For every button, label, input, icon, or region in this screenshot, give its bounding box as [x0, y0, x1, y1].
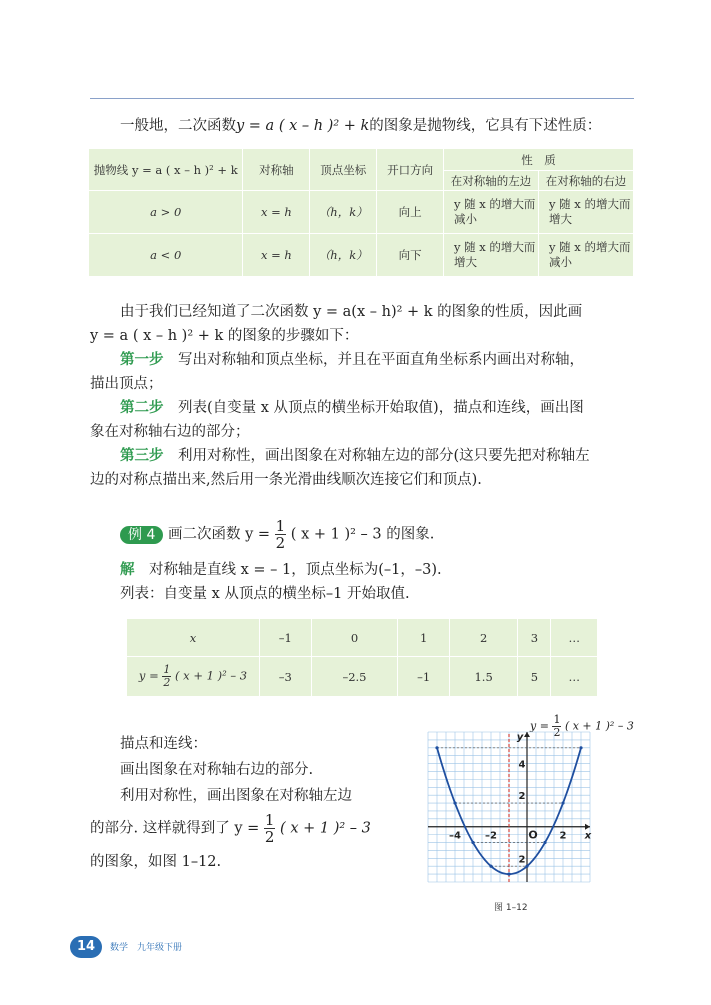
header-nature: 性 质	[443, 149, 633, 171]
header-opening: 开口方向	[377, 149, 444, 191]
value-table	[126, 618, 598, 697]
solution-label: 解	[120, 561, 135, 578]
x-tick-label: 2	[559, 830, 567, 842]
steps-intro-line2: y = a ( x – h )² + k 的图象的步骤如下：	[90, 328, 359, 344]
step-3-line2: 边的对称点描出来,然后用一条光滑曲线顺次连接它们和顶点).	[90, 472, 482, 488]
steps-intro-line1: 由于我们已经知道了二次函数 y = a(x – h)² + k 的图象的性质，因此画	[120, 304, 583, 320]
intro-line	[120, 114, 601, 138]
y-label: y = $\frac{1}{2}$ ( x + 1 )² – 3	[127, 657, 260, 697]
book-title: 数学 九年级下册	[110, 943, 183, 953]
example-4-line	[120, 518, 434, 551]
x-axis-arrow	[585, 824, 590, 830]
conclusion-line3: 利用对称性，画出图象在对称轴左边	[120, 788, 352, 804]
curve-label: y = $\frac{1}{2}$ ( x + 1 )² – 3	[530, 713, 634, 739]
example-fraction: $\frac{1}{2}$	[275, 517, 286, 552]
data-point	[561, 801, 564, 804]
intro-suffix: 的图象是抛物线，它具有下述性质：	[369, 118, 602, 134]
page-number: 14	[70, 936, 102, 958]
origin-label: O	[528, 828, 538, 842]
x-tick-label: –4	[449, 830, 461, 842]
header-right-side: 在对称轴的右边	[539, 171, 634, 191]
table-row: y = $\frac{1}{2}$ ( x + 1 )² – 3 –3 –2.5 –1 1.5 5 …	[127, 657, 598, 697]
chart-labels	[449, 732, 592, 865]
example-badge: 例 4	[120, 526, 163, 544]
list-line: 列表：自变量 x 从顶点的横坐标–1 开始取值.	[120, 586, 410, 602]
solution-text: 对称轴是直线 x = – 1，顶点坐标为(–1，–3).	[149, 562, 442, 578]
chart-marks	[435, 732, 582, 882]
table-row: x –1 0 1 2 3 …	[127, 619, 598, 657]
y-tick-label: 4	[518, 759, 526, 771]
x-label: x	[127, 619, 260, 657]
solution-line	[120, 558, 442, 582]
conclusion-line2: 画出图象在对称轴右边的部分.	[120, 762, 314, 778]
y-tick-label: 2	[518, 791, 526, 803]
step-3-label: 第三步	[120, 447, 164, 464]
header-left-side: 在对称轴的左边	[443, 171, 538, 191]
data-point	[489, 865, 492, 868]
y-tick-label: 2	[518, 854, 526, 866]
x-tick-label: –2	[485, 830, 497, 842]
step-2: 第二步 列表(自变量 x 从顶点的横坐标开始取值)，描点和连线，画出图	[120, 399, 584, 416]
table-row: a > 0 x = h （h，k） 向上 y 随 x 的增大而减小 y 随 x 的增大而增大	[89, 191, 634, 234]
step-1: 第一步 写出对称轴和顶点坐标，并且在平面直角坐标系内画出对称轴，	[120, 351, 584, 368]
intro-prefix: 一般地，二次函数	[120, 118, 236, 134]
top-rule	[90, 98, 634, 99]
step-1-line2: 描出顶点；	[90, 376, 163, 392]
step-3: 第三步 利用对称性，画出图象在对称轴左边的部分(这只要先把对称轴左	[120, 447, 590, 464]
step-1-label: 第一步	[120, 351, 164, 368]
intro-formula: y = a ( x – h )² + k	[236, 118, 370, 134]
header-parabola: 抛物线 y = a ( x – h )² + k	[89, 149, 243, 191]
example-text-before: 画二次函数 y =	[167, 526, 271, 543]
table-row: a < 0 x = h （h，k） 向下 y 随 x 的增大而增大 y 随 x 的增大而减小	[89, 234, 634, 277]
data-point	[525, 865, 528, 868]
step-2-label: 第二步	[120, 399, 164, 416]
properties-table	[88, 148, 634, 277]
data-point	[579, 746, 582, 749]
y-axis-label: y	[516, 732, 524, 743]
figure-caption: 图 1–12	[494, 903, 528, 913]
conclusion-line5: 的图象，如图 1–12.	[90, 854, 222, 870]
parabola-chart	[420, 726, 600, 890]
header-vertex: 顶点坐标	[310, 149, 377, 191]
example-text-after: ( x + 1 )² – 3 的图象.	[290, 526, 435, 543]
data-point	[453, 801, 456, 804]
y-axis-arrow	[524, 732, 530, 737]
data-point	[471, 841, 474, 844]
step-2-line2: 象在对称轴右边的部分；	[90, 424, 250, 440]
header-axis: 对称轴	[243, 149, 310, 191]
data-point	[435, 746, 438, 749]
conclusion-line4: 的部分. 这样就得到了 y = $\frac{1}{2}$ ( x + 1 )² – 3	[90, 811, 371, 846]
conclusion-line1: 描点和连线：	[120, 736, 207, 752]
data-point	[507, 873, 510, 876]
x-axis-label: x	[584, 830, 592, 842]
data-point	[543, 841, 546, 844]
